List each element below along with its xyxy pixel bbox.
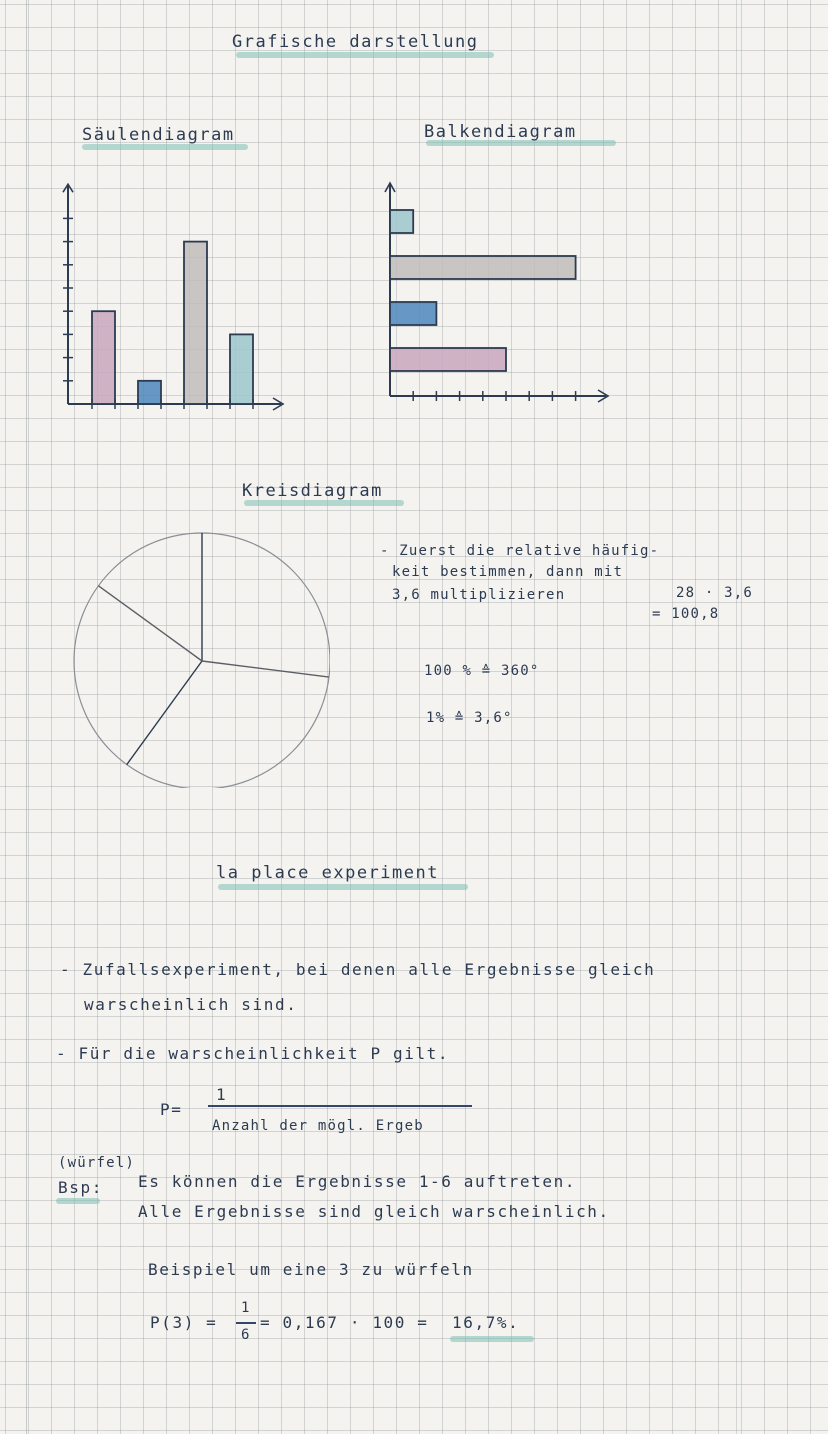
formula-numerator: 1 xyxy=(216,1085,228,1104)
title-highlight xyxy=(236,52,494,58)
formula-fraction-line xyxy=(208,1105,472,1107)
bar-chart xyxy=(378,178,618,414)
pie-note-eq1: 100 % ≙ 360° xyxy=(424,663,540,679)
example-line1: Es können die Ergebnisse 1-6 auftreten. xyxy=(138,1172,577,1191)
example-line3: Beispiel um eine 3 zu würfeln xyxy=(148,1260,474,1279)
calc-fraction-line xyxy=(236,1322,256,1324)
horizontal-bar xyxy=(390,210,413,233)
horizontal-bar xyxy=(390,348,506,371)
column-bar xyxy=(184,242,207,404)
pie-note-eq2: 1% ≙ 3,6° xyxy=(426,710,513,726)
notebook-margin-line xyxy=(26,0,27,1434)
pie-note-line3: 3,6 multiplizieren xyxy=(392,587,566,603)
laplace-heading-highlight xyxy=(218,884,468,890)
example-line2: Alle Ergebnisse sind gleich warscheinlich. xyxy=(138,1202,610,1221)
calc-lhs: P(3) = xyxy=(150,1313,218,1332)
column-bar xyxy=(92,311,115,404)
example-label-highlight xyxy=(56,1198,100,1204)
formula-denominator: Anzahl der mögl. Ergeb xyxy=(212,1118,424,1134)
pie-note-calc1: 28 · 3,6 xyxy=(676,585,754,601)
horizontal-bar xyxy=(390,302,436,325)
pie-slice-boundary xyxy=(127,661,202,765)
calc-numerator: 1 xyxy=(241,1300,251,1316)
calc-result-highlight xyxy=(450,1336,534,1342)
pie-note-line1: - Zuerst die relative häufig- xyxy=(380,543,660,559)
page-title: Grafische darstellung xyxy=(232,32,479,52)
bar-chart-heading: Balkendiagram xyxy=(424,122,577,142)
column-bar xyxy=(230,334,253,404)
calc-result: 16,7%. xyxy=(452,1313,520,1332)
horizontal-bar xyxy=(390,256,576,279)
laplace-bullet1-line2: warscheinlich sind. xyxy=(84,995,298,1014)
calc-rest: = 0,167 · 100 = xyxy=(260,1313,429,1332)
formula-lhs: P= xyxy=(160,1100,183,1119)
laplace-heading: la place experiment xyxy=(216,863,439,883)
pie-note-calc2: = 100,8 xyxy=(652,606,720,622)
pie-slice-boundary xyxy=(202,661,329,677)
column-chart-heading: Säulendiagram xyxy=(82,125,235,145)
calc-denominator: 6 xyxy=(241,1327,251,1343)
column-chart xyxy=(55,178,295,418)
column-bar xyxy=(138,381,161,404)
pie-chart-heading: Kreisdiagram xyxy=(242,481,383,501)
example-label: Bsp: xyxy=(58,1178,103,1197)
pie-slice-boundary xyxy=(98,586,202,661)
laplace-bullet2: - Für die warscheinlichkeit P gilt. xyxy=(56,1044,450,1063)
pie-chart xyxy=(60,518,330,788)
notebook-edge-line xyxy=(736,0,737,1434)
laplace-bullet1-line1: - Zufallsexperiment, bei denen alle Ergebnisse gleich xyxy=(60,960,656,979)
example-note: (würfel) xyxy=(58,1155,136,1171)
pie-note-line2: keit bestimmen, dann mit xyxy=(392,564,624,580)
